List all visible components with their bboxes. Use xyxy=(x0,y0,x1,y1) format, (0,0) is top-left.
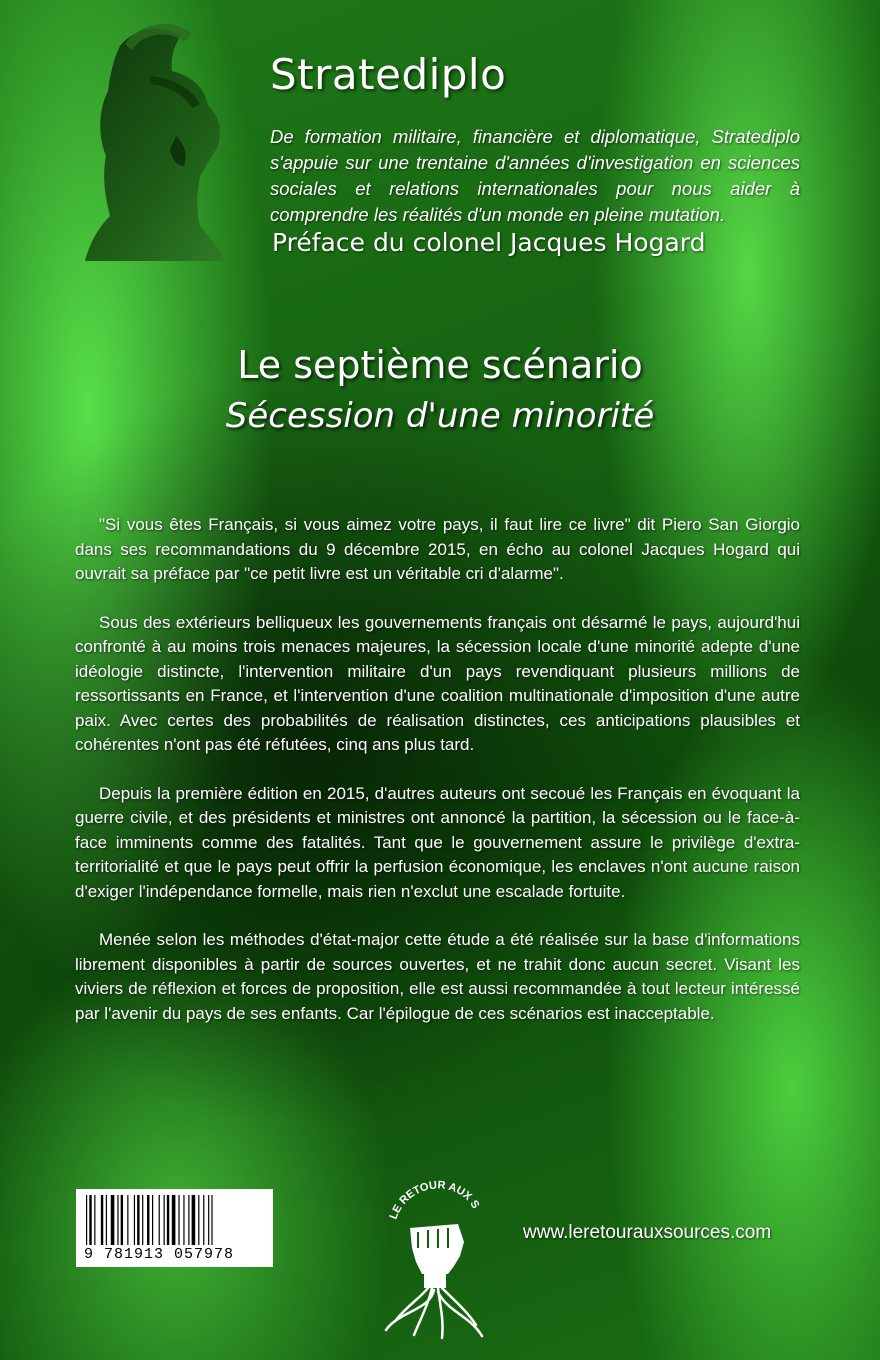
barcode-bar xyxy=(142,1195,143,1245)
isbn-barcode xyxy=(76,1189,273,1267)
barcode-bar xyxy=(208,1195,209,1245)
paragraph: Menée selon les méthodes d'état-major cette étude a été réalisée sur la base d'informations librement disponibles à partir de sources ouvertes, et ne trahit donc aucun secret. Visant les viviers de réflexion et forces de proposition, elle est aussi recommandée à tout lecteur intéressé par l'avenir du pays de ses enfants. Car l'épilogue de ces scénarios est inacceptable. xyxy=(75,930,800,1023)
barcode-bar xyxy=(89,1195,91,1245)
preface-credit: Préface du colonel Jacques Hogard xyxy=(272,228,706,257)
warrior-helmet-illustration xyxy=(80,16,230,261)
barcode-bars xyxy=(84,1195,265,1245)
book-title: Le septième scénario xyxy=(237,343,643,387)
paragraph: "Si vous êtes Français, si vous aimez votre pays, il faut lire ce livre" dit Piero San Giorgio dans ses recommandations du 9 décembre 2015, en écho au colonel Jacques Hogard qui ouvrait sa préface par "ce petit livre est un véritable cri d'alarme". xyxy=(75,515,800,583)
barcode-bar xyxy=(86,1195,87,1245)
barcode-bar xyxy=(117,1195,118,1245)
barcode-bar xyxy=(127,1195,128,1245)
barcode-bar xyxy=(178,1195,179,1245)
barcode-bar xyxy=(121,1195,123,1245)
barcode-bar xyxy=(101,1195,103,1245)
barcode-bar xyxy=(183,1195,184,1245)
barcode-bar xyxy=(192,1195,196,1245)
publisher-website-link[interactable]: www.leretourauxsources.com xyxy=(523,1222,772,1243)
barcode-bar xyxy=(167,1195,169,1245)
barcode-bar xyxy=(211,1195,212,1245)
author-name: Stratediplo xyxy=(270,50,507,99)
barcode-bar xyxy=(164,1195,165,1245)
barcode-bar xyxy=(152,1195,153,1245)
barcode-bar xyxy=(137,1195,139,1245)
barcode-bar xyxy=(94,1195,95,1245)
barcode-bar xyxy=(188,1195,189,1245)
barcode-bar xyxy=(134,1195,135,1245)
logo-lettering: LE RETOUR AUX S xyxy=(387,1179,482,1222)
barcode-bar xyxy=(111,1195,115,1245)
publisher-logo xyxy=(378,1170,488,1340)
barcode-bar xyxy=(172,1195,176,1245)
paragraph: Depuis la première édition en 2015, d'autres auteurs ont secoué les Français en évoquant la guerre civile, et des présidents et ministres ont annoncé la partition, la sécession ou le face-à-face imminents comme des fatalités. Tant que le gouvernement assure le privilège d'extra-territorialité et que le pays peut offrir la perfusion économique, les enclaves n'ont aucune raison d'exiger l'indépendance formelle, mais rien n'exclut une escalade fortuite. xyxy=(75,783,800,901)
barcode-bar xyxy=(106,1195,107,1245)
barcode-bar xyxy=(147,1195,149,1245)
barcode-bar xyxy=(159,1195,160,1245)
barcode-bar xyxy=(203,1195,204,1245)
back-cover-text xyxy=(75,513,800,1050)
barcode-bar xyxy=(198,1195,199,1245)
author-bio: De formation militaire, financière et diplomatique, Stratediplo s'appuie sur une trentaine d'années d'investigation en sciences sociales et relations internationales pour nous aider à comprendre les réalités d'un monde en pleine mutation. xyxy=(270,126,800,225)
isbn-number: 9 781913 057978 xyxy=(84,1246,235,1263)
book-subtitle: Sécession d'une minorité xyxy=(225,396,655,436)
paragraph: Sous des extérieurs belliqueux les gouvernements français ont désarmé le pays, aujourd'hui confronté à au moins trois menaces majeures, la sécession locale d'une minorité adepte d'une idéologie distincte, l'intervention militaire d'un pays revendiquant plusieurs millions de ressortissants en France, et l'intervention d'une coalition multinationale d'imposition d'une autre paix. Avec certes des probabilités de réalisation distinctes, ces anticipations plausibles et cohérentes n'ont pas été réfutées, cinq ans plus tard. xyxy=(75,612,800,754)
